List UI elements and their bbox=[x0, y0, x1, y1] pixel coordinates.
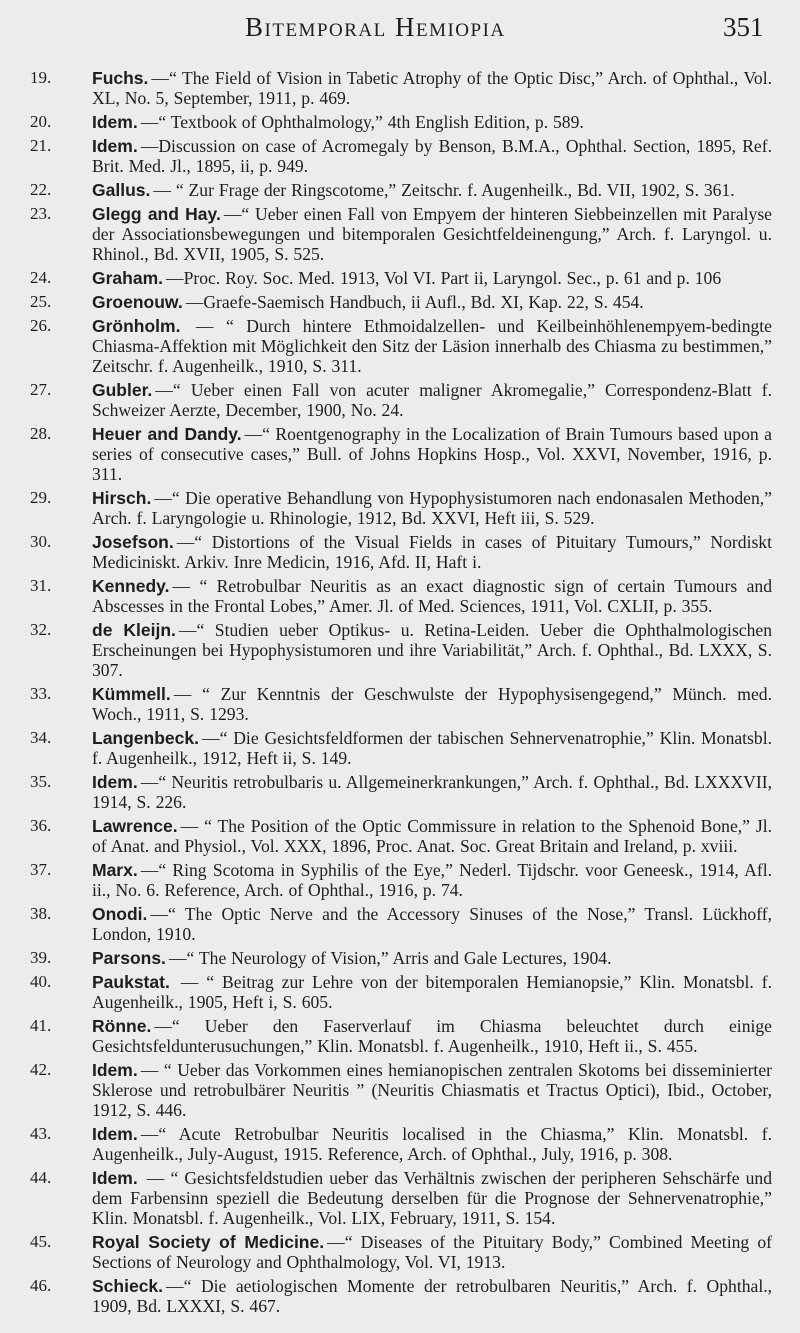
reference-number: 21. bbox=[30, 136, 52, 155]
reference-text bbox=[92, 68, 772, 108]
reference-citation: — “ Zur Kenntnis der Geschwulste der Hypophysisengegend,” Münch. med. Woch., 1911, S. 1293. bbox=[92, 684, 772, 724]
reference-entry bbox=[0, 620, 800, 680]
reference-text bbox=[92, 292, 772, 312]
reference-citation: —“ Ueber einen Fall von acuter maligner Akromegalie,” Correspondenz-Blatt f. Schweizer Aerzte, December, 1900, No. 24. bbox=[92, 380, 772, 420]
reference-author: Grönholm. bbox=[92, 316, 181, 336]
reference-entry bbox=[0, 292, 800, 312]
reference-author: Kümmell. bbox=[92, 684, 171, 704]
reference-number: 27. bbox=[30, 380, 52, 399]
reference-author: Graham. bbox=[92, 268, 163, 288]
reference-text bbox=[92, 904, 772, 944]
reference-number: 34. bbox=[30, 728, 52, 747]
reference-number: 30. bbox=[30, 532, 52, 551]
reference-number: 36. bbox=[30, 816, 52, 835]
reference-number: 39. bbox=[30, 948, 52, 967]
reference-text bbox=[92, 816, 772, 856]
reference-citation: —“ Ueber einen Fall von Empyem der hinteren Siebbeinzellen mit Paralyse der Associationsbewegungen und bitemporalen Gesichtfeldeinengung,” Arch. f. Laryngol. u. Rhinol., Bd. XVII, 1905, S. 525. bbox=[92, 204, 772, 264]
reference-citation: —“ Die aetiologischen Momente der retrobulbaren Neuritis,” Arch. f. Ophthal., 1909, Bd. LXXXI, S. 467. bbox=[92, 1276, 772, 1316]
running-title: Bitemporal Hemiopia bbox=[245, 12, 506, 42]
reference-text bbox=[92, 424, 772, 484]
reference-number: 37. bbox=[30, 860, 52, 879]
reference-text bbox=[92, 576, 772, 616]
reference-author: Groenouw. bbox=[92, 292, 183, 312]
reference-number: 24. bbox=[30, 268, 52, 287]
reference-author: Fuchs. bbox=[92, 68, 149, 88]
reference-citation: —“ Die operative Behandlung von Hypophysistumoren nach endonasalen Methoden,” Arch. f. Laryngologie u. Rhinologie, 1912, Bd. XXVI, Heft iii, S. 529. bbox=[92, 488, 772, 528]
reference-author: Glegg and Hay. bbox=[92, 204, 221, 224]
reference-author: Rönne. bbox=[92, 1016, 152, 1036]
reference-entry bbox=[0, 488, 800, 528]
reference-text bbox=[92, 268, 772, 288]
reference-entry bbox=[0, 112, 800, 132]
reference-author: de Kleijn. bbox=[92, 620, 176, 640]
reference-citation: — “ Beitrag zur Lehre von der bitemporalen Hemianopsie,” Klin. Monatsbl. f. Augenheilk., 1905, Heft i, S. 605. bbox=[92, 972, 772, 1012]
reference-entry bbox=[0, 204, 800, 264]
reference-text bbox=[92, 972, 772, 1012]
reference-number: 45. bbox=[30, 1232, 52, 1251]
reference-number: 46. bbox=[30, 1276, 52, 1295]
reference-citation: —“ Diseases of the Pituitary Body,” Combined Meeting of Sections of Neurology and Ophthalmology, Vol. VI, 1913. bbox=[92, 1232, 773, 1272]
reference-number: 43. bbox=[30, 1124, 52, 1143]
reference-entry bbox=[0, 180, 800, 200]
reference-text bbox=[92, 1276, 772, 1316]
reference-author: Idem. bbox=[92, 1060, 138, 1080]
reference-list bbox=[0, 68, 800, 1316]
reference-citation: —“ Ring Scotoma in Syphilis of the Eye,” Nederl. Tijdschr. voor Geneesk., 1914, Afl. ii., No. 6. Reference, Arch. of Ophthal., 1916, p. 74. bbox=[92, 860, 772, 900]
reference-text bbox=[92, 620, 772, 680]
reference-citation: —“ Textbook of Ophthalmology,” 4th English Edition, p. 589. bbox=[140, 112, 584, 132]
reference-entry bbox=[0, 424, 800, 484]
reference-citation: —“ Ueber den Faserverlauf im Chiasma beleuchtet durch einige Gesichtsfeldunterusuchungen,” Klin. Monatsbl. f. Augenheilk., 1910, Heft ii., S. 455. bbox=[92, 1016, 772, 1056]
reference-author: Idem. bbox=[92, 136, 138, 156]
reference-author: Idem. bbox=[92, 772, 138, 792]
reference-number: 28. bbox=[30, 424, 52, 443]
reference-citation: —“ Die Gesichtsfeldformen der tabischen Sehnervenatrophie,” Klin. Monatsbl. f. Augenheilk., 1912, Heft ii, S. 149. bbox=[92, 728, 772, 768]
reference-text bbox=[92, 112, 772, 132]
reference-entry bbox=[0, 816, 800, 856]
reference-citation: — “ Retrobulbar Neuritis as an exact diagnostic sign of certain Tumours and Abscesses in the Frontal Lobes,” Amer. Jl. of Med. Sciences, 1911, Vol. CXLII, p. 355. bbox=[92, 576, 772, 616]
reference-author: Royal Society of Medicine. bbox=[92, 1232, 325, 1252]
reference-entry bbox=[0, 532, 800, 572]
reference-number: 32. bbox=[30, 620, 52, 639]
reference-text bbox=[92, 860, 772, 900]
reference-entry bbox=[0, 1060, 800, 1120]
reference-text bbox=[92, 1060, 772, 1120]
reference-citation: —“ The Neurology of Vision,” Arris and Gale Lectures, 1904. bbox=[168, 948, 612, 968]
reference-entry bbox=[0, 772, 800, 812]
reference-text bbox=[92, 1232, 772, 1272]
reference-entry bbox=[0, 380, 800, 420]
reference-entry bbox=[0, 1016, 800, 1056]
reference-citation: — “ The Position of the Optic Commissure in relation to the Sphenoid Bone,” Jl. of Anat. and Physiol., Vol. XXX, 1896, Proc. Anat. Soc. Great Britain and Ireland, p. xviii. bbox=[92, 816, 772, 856]
reference-citation: — “ Zur Frage der Ringscotome,” Zeitschr. f. Augenheilk., Bd. VII, 1902, S. 361. bbox=[153, 180, 735, 200]
reference-text bbox=[92, 488, 772, 528]
reference-entry bbox=[0, 576, 800, 616]
reference-entry bbox=[0, 1124, 800, 1164]
reference-text bbox=[92, 948, 772, 968]
reference-author: Onodi. bbox=[92, 904, 148, 924]
reference-number: 40. bbox=[30, 972, 52, 991]
reference-author: Gallus. bbox=[92, 180, 151, 200]
reference-author: Schieck. bbox=[92, 1276, 164, 1296]
reference-text bbox=[92, 532, 772, 572]
reference-text bbox=[92, 1124, 772, 1164]
reference-text bbox=[92, 180, 772, 200]
reference-entry bbox=[0, 136, 800, 176]
page-number: 351 bbox=[723, 12, 764, 42]
reference-author: Langenbeck. bbox=[92, 728, 199, 748]
reference-entry bbox=[0, 728, 800, 768]
reference-number: 29. bbox=[30, 488, 52, 507]
reference-author: Josefson. bbox=[92, 532, 174, 552]
reference-entry bbox=[0, 268, 800, 288]
reference-text bbox=[92, 728, 772, 768]
reference-entry bbox=[0, 316, 800, 376]
reference-author: Gubler. bbox=[92, 380, 153, 400]
reference-citation: —Proc. Roy. Soc. Med. 1913, Vol VI. Part ii, Laryngol. Sec., p. 61 and p. 106 bbox=[166, 268, 722, 288]
reference-number: 33. bbox=[30, 684, 52, 703]
reference-citation: —“ Studien ueber Optikus- u. Retina-Leiden. Ueber die Ophthalmologischen Erscheinungen bei Hypophysistumoren und ihre Variabilität,” Arch. f. Ophthal., Bd. LXXX, S. 307. bbox=[92, 620, 773, 680]
reference-text bbox=[92, 380, 772, 420]
reference-entry bbox=[0, 904, 800, 944]
reference-number: 23. bbox=[30, 204, 52, 223]
reference-citation: —“ The Field of Vision in Tabetic Atrophy of the Optic Disc,” Arch. of Ophthal., Vol. XL, No. 5, September, 1911, p. 469. bbox=[92, 68, 772, 108]
reference-author: Idem. bbox=[92, 112, 138, 132]
reference-entry bbox=[0, 1276, 800, 1316]
reference-entry bbox=[0, 68, 800, 108]
reference-entry bbox=[0, 948, 800, 968]
reference-author: Hirsch. bbox=[92, 488, 152, 508]
reference-number: 22. bbox=[30, 180, 52, 199]
reference-citation: — “ Durch hintere Ethmoidalzellen- und Keilbeinhöhlenempyem-bedingte Chiasma-Affektion mit Möglichkeit den Sitz der Läsion innerhalb des Chiasma zu bestimmen,” Zeitschr. f. Augenheilk., 1910, S. 311. bbox=[92, 316, 772, 376]
reference-text bbox=[92, 316, 772, 376]
reference-citation: — “ Ueber das Vorkommen eines hemianopischen zentralen Skotoms bei disseminierter Sklerose und retrobulbärer Neuritis ” (Neuritis Chiasmatis et Tractus Optici), Ibid., October, 1912, S. 446. bbox=[92, 1060, 772, 1120]
reference-entry bbox=[0, 860, 800, 900]
reference-author: Idem. bbox=[92, 1124, 138, 1144]
reference-text bbox=[92, 772, 772, 812]
reference-author: Kennedy. bbox=[92, 576, 170, 596]
reference-entry bbox=[0, 1232, 800, 1272]
reference-entry bbox=[0, 972, 800, 1012]
reference-text bbox=[92, 1016, 772, 1056]
reference-citation: —“ Roentgenography in the Localization of Brain Tumours based upon a series of consecutive cases,” Bull. of Johns Hopkins Hosp., Vol. XXVI, November, 1916, p. 311. bbox=[92, 424, 772, 484]
reference-citation: — “ Gesichtsfeldstudien ueber das Verhältnis zwischen der peripheren Sehschärfe und dem Farbensinn speziell die Bedeutung derselben für die Prognose der Sehnervenatrophie,” Klin. Monatsbl. f. Augenheilk., Vol. LIX, February, 1911, S. 154. bbox=[92, 1168, 772, 1228]
reference-citation: —“ Neuritis retrobulbaris u. Allgemeinerkrankungen,” Arch. f. Ophthal., Bd. LXXXVII, 1914, S. 226. bbox=[92, 772, 772, 812]
reference-text bbox=[92, 136, 772, 176]
reference-number: 44. bbox=[30, 1168, 52, 1187]
reference-number: 41. bbox=[30, 1016, 52, 1035]
reference-entry bbox=[0, 1168, 800, 1228]
reference-number: 31. bbox=[30, 576, 52, 595]
reference-author: Heuer and Dandy. bbox=[92, 424, 242, 444]
reference-citation: —“ Acute Retrobulbar Neuritis localised in the Chiasma,” Klin. Monatsbl. f. Augenheilk., July-August, 1915. Reference, Arch. of Ophthal., July, 1916, p. 308. bbox=[92, 1124, 772, 1164]
reference-number: 19. bbox=[30, 68, 52, 87]
reference-author: Lawrence. bbox=[92, 816, 178, 836]
reference-author: Marx. bbox=[92, 860, 138, 880]
reference-number: 42. bbox=[30, 1060, 52, 1079]
reference-number: 20. bbox=[30, 112, 52, 131]
reference-author: Paukstat. bbox=[92, 972, 170, 992]
reference-text bbox=[92, 684, 772, 724]
reference-number: 25. bbox=[30, 292, 52, 311]
reference-author: Idem. bbox=[92, 1168, 138, 1188]
reference-text bbox=[92, 204, 772, 264]
reference-citation: —Discussion on case of Acromegaly by Benson, B.M.A., Ophthal. Section, 1895, Ref. Brit. Med. Jl., 1895, ii, p. 949. bbox=[92, 136, 772, 176]
reference-citation: —“ The Optic Nerve and the Accessory Sinuses of the Nose,” Transl. Lückhoff, London, 1910. bbox=[92, 904, 772, 944]
reference-citation: —“ Distortions of the Visual Fields in cases of Pituitary Tumours,” Nordiskt Mediciniskt. Arkiv. Inre Medicin, 1916, Afd. II, Haft i. bbox=[92, 532, 772, 572]
reference-number: 26. bbox=[30, 316, 52, 335]
reference-entry bbox=[0, 684, 800, 724]
reference-number: 35. bbox=[30, 772, 52, 791]
reference-number: 38. bbox=[30, 904, 52, 923]
reference-text bbox=[92, 1168, 772, 1228]
reference-author: Parsons. bbox=[92, 948, 166, 968]
reference-citation: —Graefe-Saemisch Handbuch, ii Aufl., Bd. XI, Kap. 22, S. 454. bbox=[185, 292, 644, 312]
page-header bbox=[0, 8, 800, 48]
